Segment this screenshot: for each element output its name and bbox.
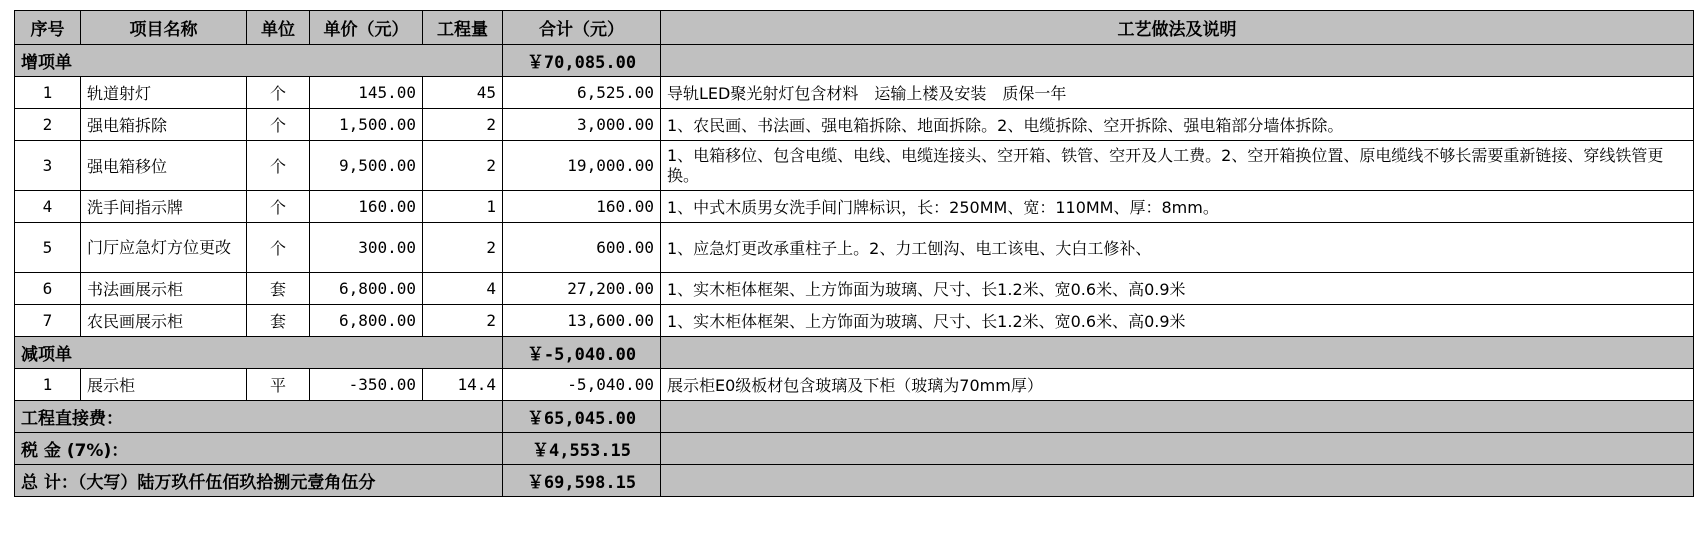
- cell-qty: 2: [423, 223, 503, 273]
- header-name: 项目名称: [81, 11, 247, 45]
- header-row: [15, 11, 1694, 45]
- cell-total: 19,000.00: [503, 141, 661, 191]
- cell-unit: 套: [247, 273, 310, 305]
- cell-seq: 1: [15, 369, 81, 401]
- cell-price: 1,500.00: [310, 109, 423, 141]
- cell-seq: 2: [15, 109, 81, 141]
- cell-unit: 个: [247, 141, 310, 191]
- header-price: 单价（元）: [310, 11, 423, 45]
- cell-qty: 1: [423, 191, 503, 223]
- quotation-sheet: [14, 10, 1694, 497]
- cell-qty: 14.4: [423, 369, 503, 401]
- cell-price: 160.00: [310, 191, 423, 223]
- cell-seq: 3: [15, 141, 81, 191]
- cell-name: 洗手间指示牌: [81, 191, 247, 223]
- cell-name: 强电箱移位: [81, 141, 247, 191]
- cell-qty: 2: [423, 109, 503, 141]
- sub-section-row: [15, 337, 1694, 369]
- cell-seq: 4: [15, 191, 81, 223]
- table-row: [15, 77, 1694, 109]
- cell-total: -5,040.00: [503, 369, 661, 401]
- add-section-blank: [661, 45, 1694, 77]
- grand-total-blank: [661, 465, 1694, 497]
- table-row: [15, 141, 1694, 191]
- cell-total: 3,000.00: [503, 109, 661, 141]
- cell-price: 145.00: [310, 77, 423, 109]
- direct-cost-label: 工程直接费：: [15, 401, 503, 433]
- cell-name: 门厅应急灯方位更改: [81, 223, 247, 273]
- cell-name: 农民画展示柜: [81, 305, 247, 337]
- cell-name: 强电箱拆除: [81, 109, 247, 141]
- table-row: [15, 273, 1694, 305]
- cell-desc: 1、电箱移位、包含电缆、电线、电缆连接头、空开箱、铁管、空开及人工费。2、空开箱换位置、原电缆线不够长需要重新链接、穿线铁管更换。: [661, 141, 1694, 191]
- cell-desc: 1、应急灯更改承重柱子上。2、力工刨沟、电工该电、大白工修补、: [661, 223, 1694, 273]
- table-row: [15, 369, 1694, 401]
- cell-unit: 套: [247, 305, 310, 337]
- tax-label: 税 金 (7%)：: [15, 433, 503, 465]
- header-qty: 工程量: [423, 11, 503, 45]
- header-total: 合计（元）: [503, 11, 661, 45]
- table-row: [15, 223, 1694, 273]
- header-unit: 单位: [247, 11, 310, 45]
- cell-desc: 1、实木柜体框架、上方饰面为玻璃、尺寸、长1.2米、宽0.6米、高0.9米: [661, 273, 1694, 305]
- cell-desc: 导轨LED聚光射灯包含材料 运输上楼及安装 质保一年: [661, 77, 1694, 109]
- cell-unit: 个: [247, 223, 310, 273]
- cell-price: 300.00: [310, 223, 423, 273]
- sub-section-label: 减项单: [15, 337, 503, 369]
- cell-total: 6,525.00: [503, 77, 661, 109]
- sub-section-blank: [661, 337, 1694, 369]
- direct-cost-value: ￥65,045.00: [503, 401, 661, 433]
- cell-price: 9,500.00: [310, 141, 423, 191]
- cell-price: -350.00: [310, 369, 423, 401]
- cell-seq: 6: [15, 273, 81, 305]
- tax-row: [15, 433, 1694, 465]
- cell-unit: 平: [247, 369, 310, 401]
- cell-name: 轨道射灯: [81, 77, 247, 109]
- direct-cost-row: [15, 401, 1694, 433]
- tax-value: ￥4,553.15: [503, 433, 661, 465]
- cell-desc: 1、中式木质男女洗手间门牌标识，长：250MM、宽：110MM、厚：8mm。: [661, 191, 1694, 223]
- add-section-label: 增项单: [15, 45, 503, 77]
- cell-desc: 1、农民画、书法画、强电箱拆除、地面拆除。2、电缆拆除、空开拆除、强电箱部分墙体拆除。: [661, 109, 1694, 141]
- table-row: [15, 109, 1694, 141]
- cell-total: 600.00: [503, 223, 661, 273]
- cell-qty: 4: [423, 273, 503, 305]
- cell-name: 展示柜: [81, 369, 247, 401]
- cell-qty: 2: [423, 305, 503, 337]
- cell-total: 27,200.00: [503, 273, 661, 305]
- add-section-total: ￥70,085.00: [503, 45, 661, 77]
- quotation-table: [14, 10, 1694, 497]
- add-section-row: [15, 45, 1694, 77]
- cell-qty: 2: [423, 141, 503, 191]
- header-seq: 序号: [15, 11, 81, 45]
- cell-seq: 5: [15, 223, 81, 273]
- sub-section-total: ￥-5,040.00: [503, 337, 661, 369]
- cell-total: 13,600.00: [503, 305, 661, 337]
- header-desc: 工艺做法及说明: [661, 11, 1694, 45]
- cell-seq: 7: [15, 305, 81, 337]
- cell-name: 书法画展示柜: [81, 273, 247, 305]
- cell-unit: 个: [247, 191, 310, 223]
- cell-price: 6,800.00: [310, 305, 423, 337]
- cell-desc: 展示柜E0级板材包含玻璃及下柜（玻璃为70mm厚）: [661, 369, 1694, 401]
- cell-unit: 个: [247, 77, 310, 109]
- cell-desc: 1、实木柜体框架、上方饰面为玻璃、尺寸、长1.2米、宽0.6米、高0.9米: [661, 305, 1694, 337]
- cell-qty: 45: [423, 77, 503, 109]
- tax-blank: [661, 433, 1694, 465]
- grand-total-row: [15, 465, 1694, 497]
- table-row: [15, 191, 1694, 223]
- cell-seq: 1: [15, 77, 81, 109]
- table-row: [15, 305, 1694, 337]
- grand-total-label: 总 计：（大写）陆万玖仟伍佰玖拾捌元壹角伍分: [15, 465, 503, 497]
- direct-cost-blank: [661, 401, 1694, 433]
- cell-price: 6,800.00: [310, 273, 423, 305]
- cell-total: 160.00: [503, 191, 661, 223]
- cell-unit: 个: [247, 109, 310, 141]
- grand-total-value: ￥69,598.15: [503, 465, 661, 497]
